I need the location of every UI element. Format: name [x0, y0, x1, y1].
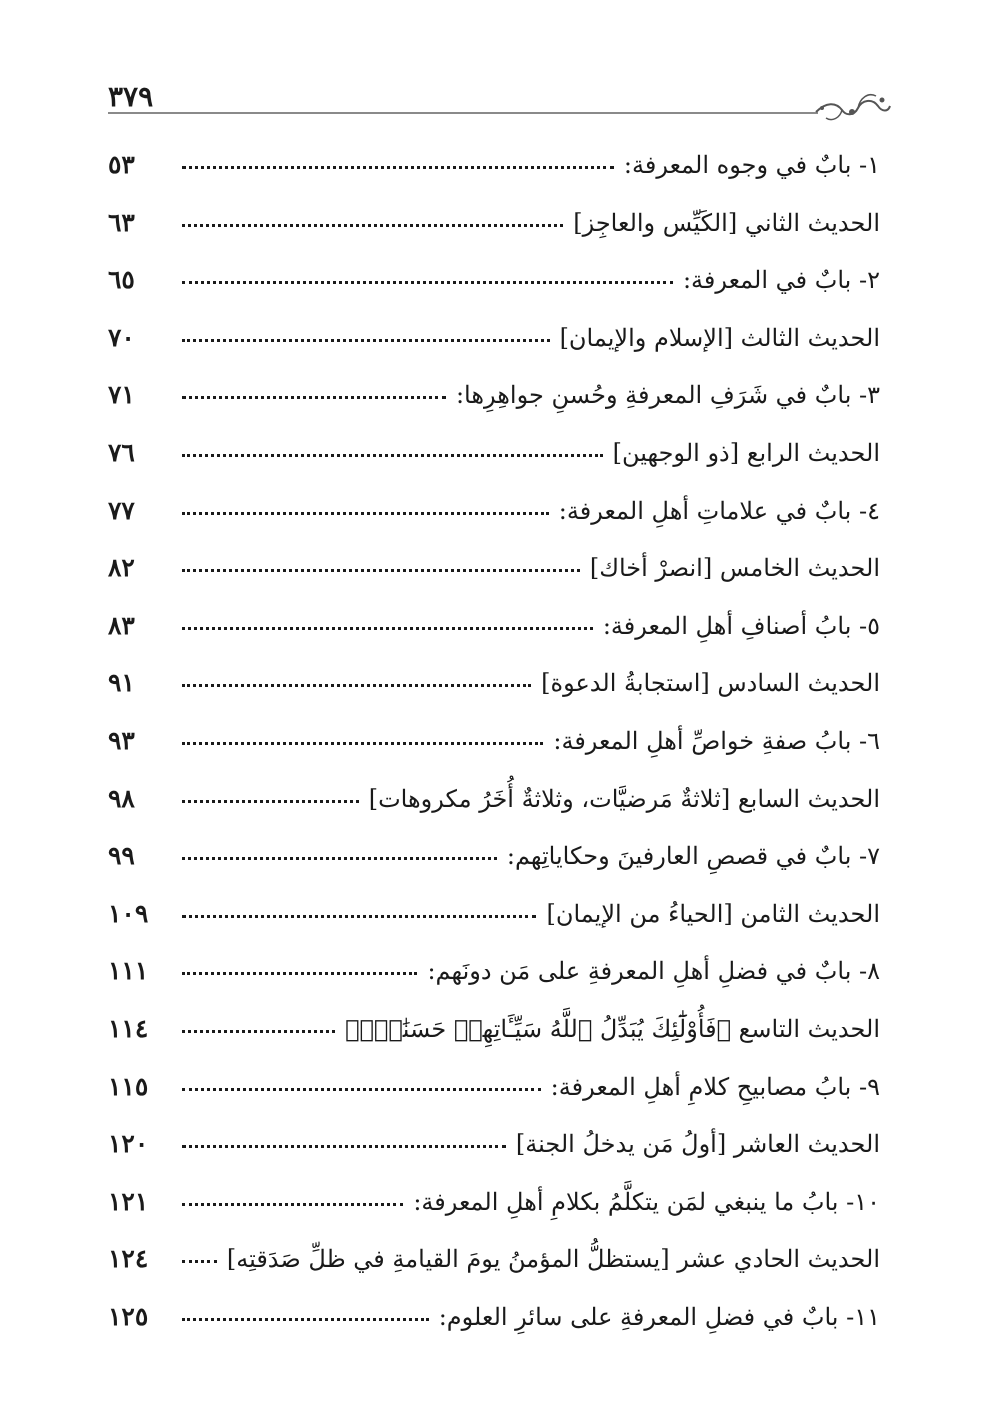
toc-entry — [108, 899, 880, 957]
toc-entry-title: ١- بابٌ في وجوه المعرفة: — [623, 151, 880, 179]
toc-entry — [108, 380, 880, 438]
toc-entry-page: ١٢٠ — [108, 1129, 149, 1159]
toc-entry-page: ١٠٩ — [108, 898, 149, 928]
dot-leader — [182, 1030, 335, 1033]
toc-entry-page: ٦٣ — [108, 207, 135, 237]
toc-entry — [108, 208, 880, 266]
toc-entry-title: الحديث العاشر [أولُ مَن يدخلُ الجنة] — [515, 1130, 880, 1159]
toc-entry-title: الحديث الثامن [الحياءُ من الإيمان] — [546, 899, 880, 928]
toc-entry-title: ٢- بابٌ في المعرفة: — [682, 266, 880, 295]
toc-entry-title: ٤- بابٌ في علاماتِ أهلِ المعرفة: — [558, 496, 880, 525]
toc-entry — [108, 150, 880, 208]
dot-leader — [182, 800, 359, 803]
dot-leader — [182, 1088, 541, 1091]
toc-entry-page: ٧٦ — [108, 437, 135, 467]
toc-entry — [108, 1072, 880, 1130]
dot-leader — [182, 1318, 429, 1321]
header-rule — [108, 112, 818, 114]
dot-leader — [182, 569, 580, 572]
table-of-contents — [108, 150, 880, 1359]
toc-entry-page: ٧١ — [108, 380, 135, 410]
dot-leader — [182, 684, 531, 687]
toc-entry — [108, 1129, 880, 1187]
page-header — [0, 0, 1004, 130]
toc-entry — [108, 668, 880, 726]
dot-leader — [182, 915, 536, 918]
toc-entry-title: الحديث الرابع [ذو الوجهين] — [612, 438, 880, 467]
toc-entry — [108, 726, 880, 784]
toc-entry-page: ١٢٤ — [108, 1244, 149, 1274]
toc-entry-title: ٥- بابُ أصنافِ أهلِ المعرفة: — [602, 611, 880, 640]
toc-entry — [108, 1244, 880, 1302]
toc-entry-title: ٦- بابُ صفةِ خواصِّ أهلِ المعرفة: — [553, 726, 880, 755]
page-number: ٣٧٩ — [108, 80, 154, 113]
toc-entry-page: ١٢٥ — [108, 1301, 149, 1331]
toc-entry-page: ٧٧ — [108, 495, 135, 525]
toc-entry — [108, 611, 880, 669]
toc-entry-title: ١٠- بابُ ما ينبغي لمَن يتكلَّمُ بكلامِ أهلِ المعرفة: — [413, 1187, 880, 1216]
toc-entry-page: ٩٣ — [108, 725, 135, 755]
toc-entry-title: الحديث السابع [ثلاثةٌ مَرضيَّات، وثلاثةٌ أُخَرُ مكروهات] — [368, 784, 880, 813]
toc-entry-title: ٨- بابٌ في فضلِ أهلِ المعرفةِ على مَن دونَهم: — [427, 957, 880, 986]
dot-leader — [182, 224, 563, 227]
dot-leader — [182, 857, 497, 860]
toc-entry-title: الحديث الثاني [الكَيِّس والعاجِز] — [573, 208, 880, 237]
toc-entry-title: الحديث الخامس [انصرْ أخاك] — [589, 554, 880, 583]
dot-leader — [182, 512, 549, 515]
dot-leader — [182, 396, 446, 399]
toc-entry-page: ٨٣ — [108, 610, 135, 640]
toc-entry-title: الحديث السادس [استجابةُ الدعوة] — [541, 669, 880, 698]
dot-leader — [182, 1145, 506, 1148]
toc-entry-page: ٩٨ — [108, 783, 135, 813]
toc-entry — [108, 265, 880, 323]
toc-entry-page: ٨٢ — [108, 553, 135, 583]
dot-leader — [182, 972, 417, 975]
dot-leader — [182, 281, 673, 284]
dot-leader — [182, 742, 543, 745]
toc-entry-page: ٧٠ — [108, 322, 135, 352]
toc-entry-title: ١١- بابٌ في فضلِ المعرفةِ على سائرِ العلوم: — [438, 1302, 880, 1331]
toc-entry-title: ٩- بابُ مصابيحِ كلامِ أهلِ المعرفة: — [550, 1072, 880, 1101]
toc-entry-title: ٧- بابٌ في قصصِ العارفينَ وحكاياتِهم: — [506, 842, 880, 871]
dot-leader — [182, 454, 603, 457]
dot-leader — [182, 339, 550, 342]
toc-entry — [108, 1302, 880, 1360]
toc-entry — [108, 1014, 880, 1072]
toc-entry-title: الحديث الثالث [الإسلام والإيمان] — [559, 323, 880, 352]
toc-entry-title: الحديث الحادي عشر [يستظلُّ المؤمنُ يومَ القيامةِ في ظلِّ صَدَقتِه] — [226, 1245, 880, 1274]
toc-entry-page: ١١٤ — [108, 1013, 149, 1043]
toc-entry-page: ١٢١ — [108, 1186, 149, 1216]
toc-entry-page: ٩٩ — [108, 841, 135, 871]
toc-entry — [108, 841, 880, 899]
dot-leader — [182, 166, 614, 169]
toc-entry-page: ١١٥ — [108, 1071, 149, 1101]
dot-leader — [182, 627, 593, 630]
toc-entry-page: ١١١ — [108, 956, 149, 986]
toc-entry — [108, 956, 880, 1014]
toc-entry — [108, 1187, 880, 1245]
dot-leader — [182, 1203, 403, 1206]
toc-entry-page: ٦٥ — [108, 265, 135, 295]
toc-entry — [108, 553, 880, 611]
toc-entry — [108, 496, 880, 554]
toc-entry-page: ٩١ — [108, 668, 135, 698]
toc-entry — [108, 784, 880, 842]
toc-entry — [108, 323, 880, 381]
toc-entry-title: ٣- بابٌ في شَرَفِ المعرفةِ وحُسنِ جواهِرِها: — [455, 381, 880, 410]
toc-entry-title: الحديث التاسع ﴿فَأُوْلَٰٓئِكَ يُبَدِّلُ ٱللَّهُ سَيِّـَٔاتِهِمۡ حَسَنَٰتٖۗ﴾ — [345, 1014, 880, 1043]
floral-ornament-icon — [812, 86, 892, 130]
toc-entry — [108, 438, 880, 496]
toc-entry-page: ٥٣ — [108, 150, 135, 179]
dot-leader — [182, 1260, 217, 1263]
